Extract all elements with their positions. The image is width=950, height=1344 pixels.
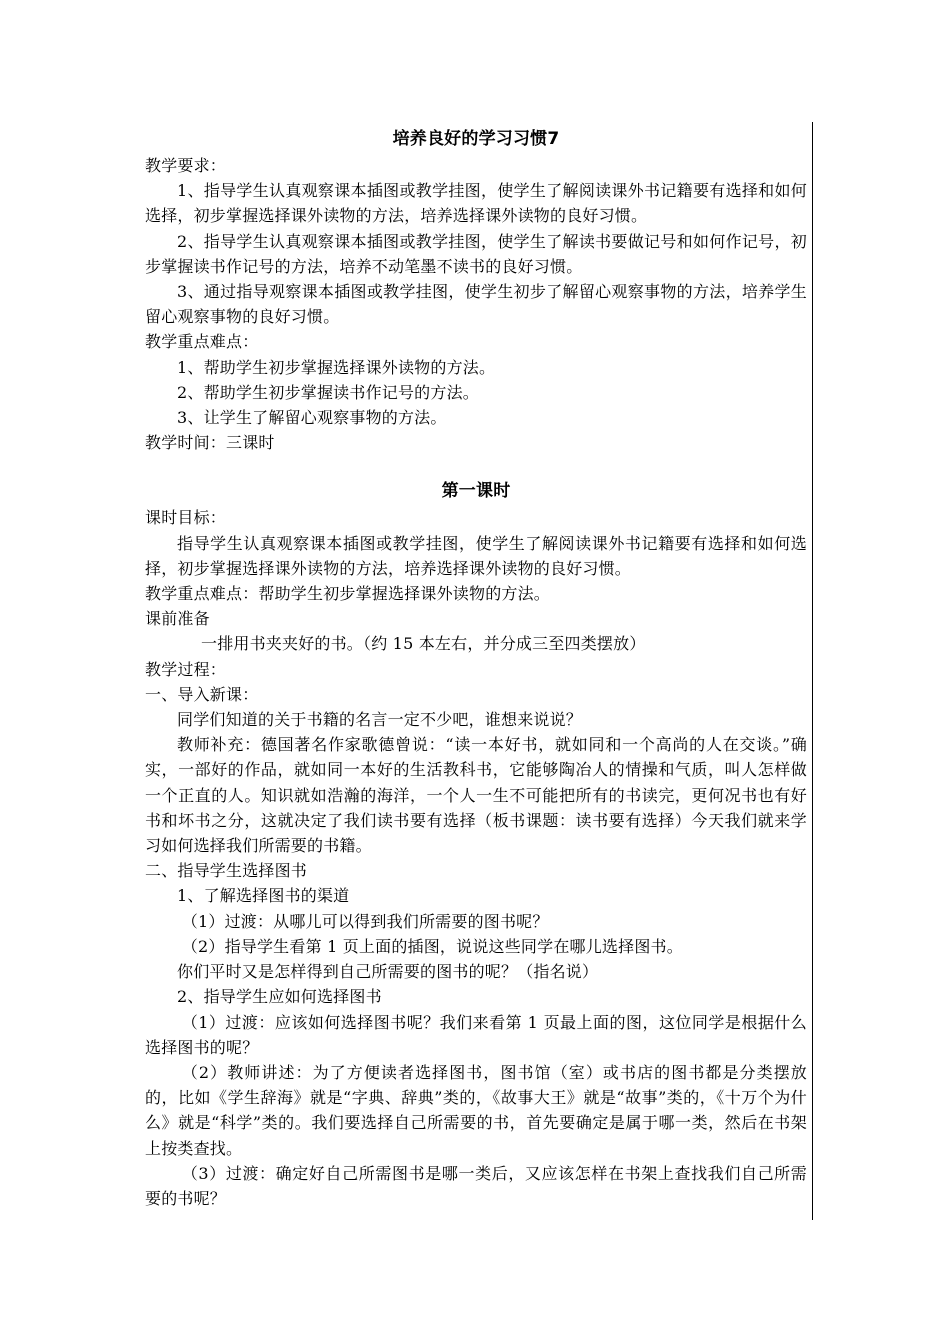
section-heading: 一、导入新课：: [145, 684, 259, 704]
paragraph: （1）过渡：从哪儿可以得到我们所需要的图书呢？: [181, 911, 549, 931]
lesson-key-point: 教学重点难点：帮助学生初步掌握选择课外读物的方法。: [145, 584, 551, 604]
page-border-line: [812, 122, 813, 1220]
section-heading: 二、指导学生选择图书: [145, 861, 308, 881]
requirement-item: 3、通过指导观察课本插图或教学挂图，使学生初步了解留心观察事物的方法，培养学生留心观察事物的良好习惯。: [145, 282, 807, 327]
key-point-item: 1、帮助学生初步掌握选择课外读物的方法。: [177, 357, 496, 377]
paragraph: （2）教师讲述：为了方便读者选择图书，图书馆（室）或书店的图书都是分类摆放的，比如《学生辞海》就是“字典、辞典”类的，《故事大王》就是“故事”类的，《十万个为什么》就是“科学”类的。我们要选择自己所需要的书，首先要确定是属于哪一类，然后在书架上按类查找。: [145, 1062, 807, 1158]
objective-text: 指导学生认真观察课本插图或教学挂图，使学生了解阅读课外书记籍要有选择和如何选择，初步掌握选择课外读物的方法，培养选择课外读物的良好习惯。: [145, 533, 807, 578]
requirements-heading: 教学要求：: [145, 156, 227, 175]
paragraph: （3）过渡：确定好自己所需图书是哪一类后，又应该怎样在书架上查找我们自己所需要的书呢？: [145, 1163, 807, 1208]
paragraph: 你们平时又是怎样得到自己所需要的图书的呢？（指名说）: [177, 962, 599, 982]
key-point-item: 3、让学生了解留心观察事物的方法。: [177, 408, 447, 428]
subsection-heading: 1、了解选择图书的渠道: [177, 886, 350, 906]
lesson-title: 第一课时: [441, 481, 511, 502]
prep-heading: 课前准备: [145, 609, 210, 629]
subsection-heading: 2、指导学生应如何选择图书: [177, 987, 382, 1007]
requirement-item: 1、指导学生认真观察课本插图或教学挂图，使学生了解阅读课外书记籍要有选择和如何选择，初步掌握选择课外读物的方法，培养选择课外读物的良好习惯。: [145, 181, 807, 226]
objective-heading: 课时目标：: [145, 508, 227, 528]
teaching-time: 教学时间：三课时: [145, 433, 275, 453]
key-points-heading: 教学重点难点：: [145, 332, 259, 352]
paragraph: （1）过渡：应该如何选择图书呢？我们来看第 1 页最上面的图，这位同学是根据什么选择图书的呢？: [145, 1012, 807, 1057]
paragraph: 同学们知道的关于书籍的名言一定不少吧，谁想来说说？: [177, 710, 583, 730]
requirement-item: 2、指导学生认真观察课本插图或教学挂图，使学生了解读书要做记号和如何作记号，初步掌握读书作记号的方法，培养不动笔墨不读书的良好习惯。: [145, 231, 807, 276]
prep-text: 一排用书夹夹好的书。（约 15 本左右，并分成三至四类摆放）: [201, 634, 646, 654]
key-point-item: 2、帮助学生初步掌握读书作记号的方法。: [177, 382, 479, 402]
document-title: 培养良好的学习习惯7: [392, 129, 560, 149]
process-heading: 教学过程：: [145, 659, 227, 679]
paragraph: 教师补充：德国著名作家歌德曾说：“读一本好书，就如同和一个高尚的人在交谈。”确实，一部好的作品，就如同一本好的生活教科书，它能够陶冶人的情操和气质，叫人怎样做一个正直的人。知识就如浩瀚的海洋，一个人一生不可能把所有的书读完，更何况书也有好书和坏书之分，这就决定了我们读书要有选择（板书课题：读书要有选择）今天我们就来学习如何选择我们所需要的书籍。: [145, 735, 807, 856]
document-body: [145, 125, 807, 1211]
paragraph: （2）指导学生看第 1 页上面的插图，说说这些同学在哪儿选择图书。: [181, 936, 683, 956]
